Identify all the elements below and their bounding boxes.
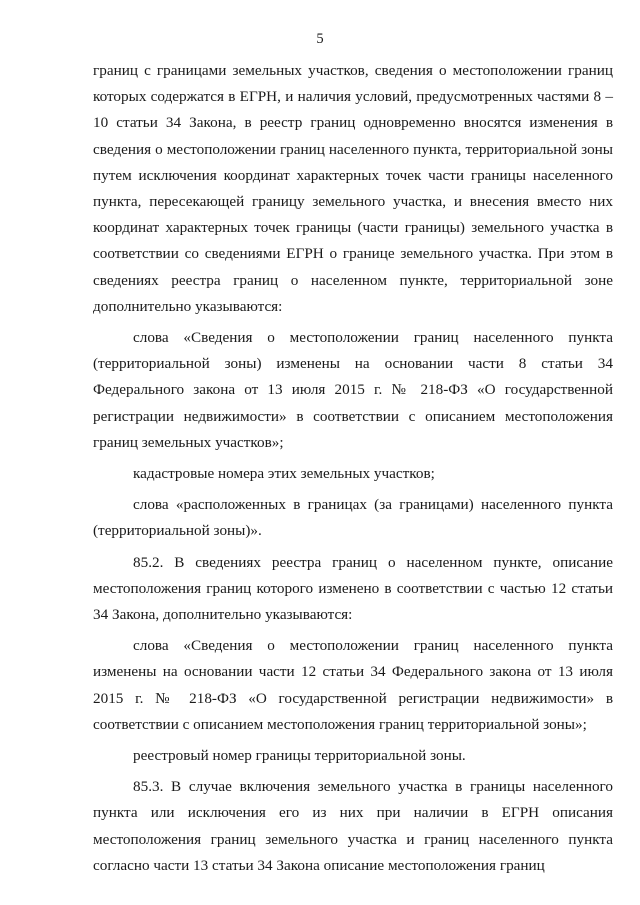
paragraph-quote-words: слова «Сведения о местоположении границ населенного пункта (территориальной зоны) изменены на основании части 8 статьи 34 Федерального закона от 13 июля 2015 г. № 218-ФЗ «О государственной регистрации недвижимости» в соответствии с описанием местоположения границ земельных участков»; (93, 329, 613, 451)
paragraph-85-2: 85.2. В сведениях реестра границ о населенном пункте, описание местоположения границ которого изменено в соответствии с частью 12 статьи 34 Закона, дополнительно указываются: (93, 553, 613, 624)
paragraph-continuation: границ с границами земельных участков, сведения о местоположении границ которых содержатся в ЕГРН, и наличия условий, предусмотренных частями 8 – 10 статьи 34 Закона, в реестр границ одновременно вносятся изменения в сведения о местоположении границ населенного пункта, территориальной зоны путем исключения координат характерных точек части границы населенного пункта, пересекающей границу земельного участка, и внесения вместо них координат характерных точек границы (части границы) земельного участка в соответствии со сведениями ЕГРН о границе земельного участка. При этом в сведениях реестра границ о населенном пункте, территориальной зоне дополнительно указываются: (93, 62, 613, 315)
paragraph-85-3: 85.3. В случае включения земельного участка в границы населенного пункта или исключения его из них при наличии в ЕГРН описания местоположения границ земельного участка и границ населенного пункта согласно части 13 статьи 34 Закона описание местоположения границ (93, 778, 613, 874)
paragraph-85-2-words: слова «Сведения о местоположении границ населенного пункта изменены на основании части 12 статьи 34 Федерального закона от 13 июля 2015 г. № 218-ФЗ «О государственной регистрации недвижимости» в соответствии с описанием местоположения границ территориальной зоны»; (93, 637, 613, 733)
document-body (93, 58, 613, 879)
page-number: 5 (316, 31, 324, 47)
paragraph-registry-number: реестровый номер границы территориальной зоны. (133, 747, 466, 765)
paragraph-located-words: слова «расположенных в границах (за границами) населенного пункта (территориальной зоны)». (93, 496, 613, 540)
paragraph-cadastral-numbers: кадастровые номера этих земельных участков; (133, 465, 435, 483)
